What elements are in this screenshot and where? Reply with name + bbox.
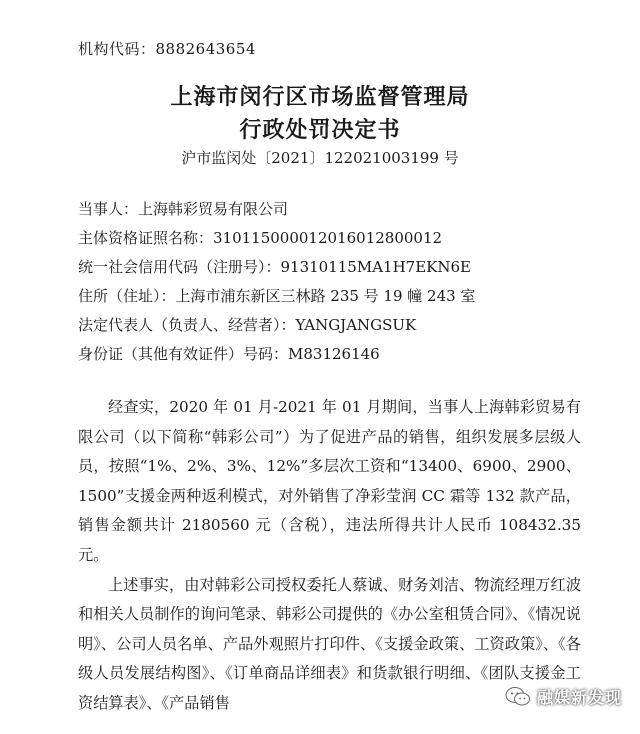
document-number: 沪市监闵处〔2021〕122021003199 号 xyxy=(181,149,459,167)
legal-representative: 法定代表人（负责人、经营者）：YANGJANGSUK xyxy=(78,316,417,334)
credit-code: 统一社会信用代码（注册号）：91310115MA1H7EKN6E xyxy=(78,258,471,276)
document-type-title: 行政处罚决定书 xyxy=(239,118,401,143)
document-body xyxy=(78,393,581,719)
body-paragraph-facts: 经查实，2020 年 01 月-2021 年 01 月期间，当事人上海韩彩贸易有限公司（以下简称“韩彩公司”）为了促进产品的销售，组织发展多层级人员，按照“1%、2%、3%、12%”多层次工资和“13400、6900、2900、1500”支援金两种返利模式，对外销售了净彩莹润 CC 霜等 132 款产品，销售金额共计 2180560 元（含税），违法所得共计人民币 108432.35 元。 xyxy=(78,398,581,564)
watermark-text: 融媒新发现 xyxy=(536,688,622,707)
party-name: 当事人：上海韩彩贸易有限公司 xyxy=(78,200,289,218)
wechat-icon xyxy=(505,686,531,708)
id-number: 身份证（其他有效证件）号码：M83126146 xyxy=(78,345,380,363)
issuing-authority-title: 上海市闵行区市场监督管理局 xyxy=(170,85,470,110)
license-number: 主体资格证照名称：310115000012016012800012 xyxy=(78,229,443,247)
watermark xyxy=(505,685,622,708)
body-paragraph-evidence: 上述事实，由对韩彩公司授权委托人蔡诚、财务刘洁、物流经理万红波和相关人员制作的询问笔录、韩彩公司提供的《办公室租赁合同》、《情况说明》、公司人员名单、产品外观照片打印件、《支援金政策、工资政策》、《各级人员发展结构图》、《订单商品详细表》和货款银行明细、《团队支援金工资结算表》、《产品销售 xyxy=(78,575,581,712)
org-code: 机构代码：8882643654 xyxy=(78,40,256,58)
address: 住所（住址）：上海市浦东新区三林路 235 号 19 幢 243 室 xyxy=(78,287,476,305)
party-info xyxy=(78,195,598,369)
